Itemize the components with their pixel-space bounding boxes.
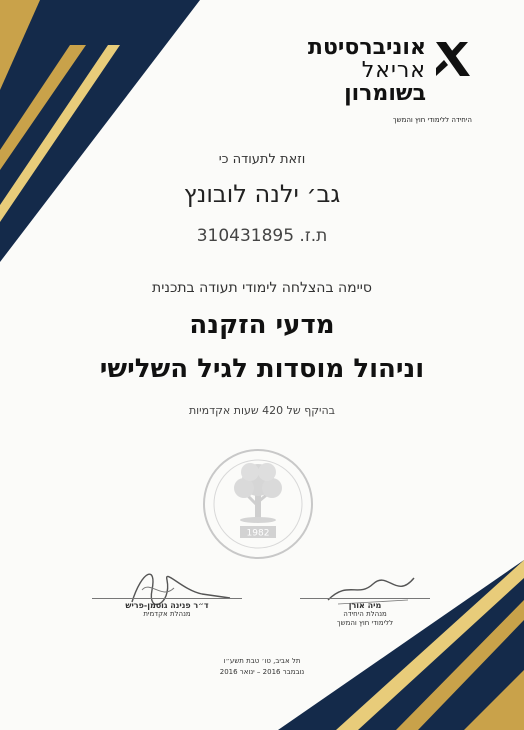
university-seal [200,446,316,562]
seal-year: 1982 [246,528,270,539]
program-title-line1: מדעי הזקנה [189,310,335,340]
logo-tagline: היחידה ללימודי חוץ והמשך [392,116,472,124]
right-signatory-role-2: ללימודי חוץ והמשך [336,619,394,627]
olive-tree-icon [234,463,282,523]
left-signature-block [92,598,242,619]
university-name [308,36,426,106]
certificate-intro: וזאת לתעודה כי [218,152,306,167]
study-period: נובמבר 2016 – ינואר 2016 [219,668,305,676]
right-signatory-name: מיה אורן [300,598,430,610]
top-left-corner-decoration [0,0,200,262]
ariel-logo-mark-icon [434,40,472,78]
recipient-name: גב׳ ילנה לובונץ [183,180,341,208]
program-scope: בהיקף של 420 שעות אקדמיות [188,404,336,417]
university-name-line2: אריאל [361,58,426,83]
right-signatory-role-1: מנהלת היחידה [343,610,387,618]
left-signatory-role: מנהלת אקדמית [143,610,191,618]
recipient-id: ת.ז. 310431895 [196,226,328,246]
university-logo [272,36,472,136]
right-signature-block [300,598,430,628]
program-title-line2: וניהול מוסדות לגיל השלישי [99,354,425,384]
left-signatory-name: ד״ר פנינה גוטמן-פריש [92,598,242,610]
issue-place-date: תל אביב, טו׳ טבת תשע״ו [223,657,301,665]
completion-statement: סיימה בהצלחה לימודי תעודה בתכנית [152,280,372,296]
university-name-line1: אוניברסיטת [307,35,426,60]
university-name-line3: בשומרון [344,81,426,106]
